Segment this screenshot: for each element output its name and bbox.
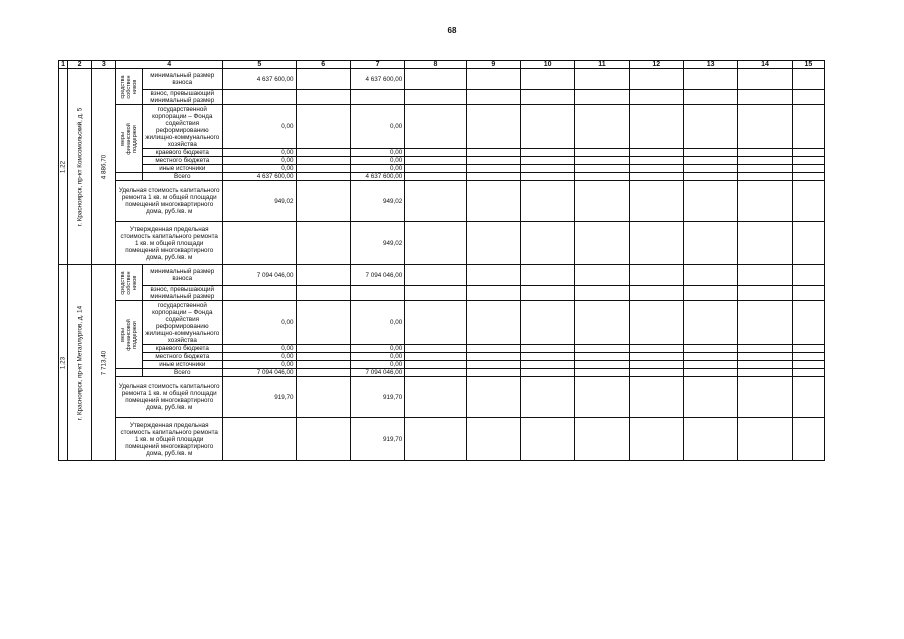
empty-cell (683, 377, 737, 418)
col-header: 5 (223, 61, 296, 69)
empty-cell (629, 369, 683, 377)
record-address-text: г. Красноярск, пр-кт Металлургов, д. 14 (76, 305, 84, 420)
own-funds-label (116, 69, 142, 105)
empty-cell (575, 369, 629, 377)
empty-cell (792, 157, 824, 165)
col-header: 13 (683, 61, 737, 69)
empty-cell (629, 69, 683, 90)
empty-cell (466, 353, 520, 361)
row-label: минимальный размер взноса (142, 265, 223, 286)
value-col5: 0,00 (223, 301, 296, 345)
empty-cell (405, 149, 466, 157)
empty-cell (575, 90, 629, 105)
empty-cell (629, 149, 683, 157)
empty-cell (223, 222, 296, 265)
table-row (59, 265, 825, 286)
empty-cell (683, 222, 737, 265)
support-label (116, 301, 142, 369)
col-header: 1 (59, 61, 68, 69)
record-number-text: 1.22 (59, 160, 67, 173)
empty-cell (466, 165, 520, 173)
empty-cell (792, 165, 824, 173)
table-row (59, 377, 825, 418)
empty-cell (520, 173, 574, 181)
empty-cell (683, 369, 737, 377)
empty-cell (792, 369, 824, 377)
col-header: 2 (68, 61, 92, 69)
empty-cell (792, 173, 824, 181)
empty-cell (683, 301, 737, 345)
empty-cell (575, 265, 629, 286)
empty-cell (738, 377, 792, 418)
empty-cell (683, 69, 737, 90)
value-col7: 0,00 (350, 149, 404, 157)
empty-cell (738, 157, 792, 165)
empty-cell (405, 165, 466, 173)
empty-cell (296, 345, 350, 353)
empty-cell (792, 418, 824, 461)
record-address (68, 69, 92, 265)
value-col7: 0,00 (350, 165, 404, 173)
support-label (116, 105, 142, 173)
empty-cell (683, 157, 737, 165)
empty-cell (575, 353, 629, 361)
empty-cell (520, 90, 574, 105)
row-label: государственной корпорации – Фонда содействия реформированию жилищно-коммунального хозяйства (142, 105, 223, 149)
empty-cell (629, 361, 683, 369)
value-col7: 0,00 (350, 353, 404, 361)
empty-cell (350, 286, 404, 301)
col-header: 6 (296, 61, 350, 69)
empty-cell (520, 369, 574, 377)
empty-cell (792, 105, 824, 149)
table-row (59, 286, 825, 301)
value-col5: 949,02 (223, 181, 296, 222)
row-label: Утвержденная предельная стоимость капитального ремонта 1 кв. м общей площади помещений многоквартирного дома, руб./кв. м (116, 222, 223, 265)
empty-cell (792, 90, 824, 105)
empty-cell (405, 105, 466, 149)
empty-cell (296, 165, 350, 173)
value-col7: 919,70 (350, 377, 404, 418)
record-area (92, 265, 116, 461)
record-address-text: г. Красноярск, пр-кт Комсомольский, д. 5 (76, 107, 84, 226)
empty-cell (792, 149, 824, 157)
empty-cell (520, 301, 574, 345)
empty-cell (223, 90, 296, 105)
column-number-row (59, 61, 825, 69)
empty-cell (629, 353, 683, 361)
table-row (59, 173, 825, 181)
empty-cell (738, 222, 792, 265)
empty-cell (296, 369, 350, 377)
value-col7: 0,00 (350, 157, 404, 165)
empty-cell (296, 173, 350, 181)
empty-cell (405, 377, 466, 418)
row-label: минимальный размер взноса (142, 69, 223, 90)
empty-cell (405, 265, 466, 286)
empty-cell (792, 345, 824, 353)
empty-cell (629, 418, 683, 461)
empty-cell (629, 345, 683, 353)
empty-cell (683, 90, 737, 105)
record-number (59, 265, 68, 461)
value-col7: 0,00 (350, 345, 404, 353)
empty-cell (683, 353, 737, 361)
row-label: Утвержденная предельная стоимость капитального ремонта 1 кв. м общей площади помещений многоквартирного дома, руб./кв. м (116, 418, 223, 461)
empty-cell (738, 165, 792, 173)
empty-cell (683, 265, 737, 286)
row-label: местного бюджета (142, 353, 223, 361)
empty-cell (405, 369, 466, 377)
table-row (59, 361, 825, 369)
empty-cell (296, 353, 350, 361)
table-row (59, 345, 825, 353)
empty-cell (683, 361, 737, 369)
empty-cell (466, 173, 520, 181)
row-label: местного бюджета (142, 157, 223, 165)
empty-cell (405, 90, 466, 105)
value-col5: 0,00 (223, 149, 296, 157)
empty-cell (116, 369, 142, 377)
empty-cell (520, 345, 574, 353)
support-label-text: меры финансовой поддержки (119, 122, 138, 155)
empty-cell (466, 361, 520, 369)
page-number: 68 (447, 26, 457, 35)
empty-cell (520, 265, 574, 286)
value-col5: 0,00 (223, 345, 296, 353)
value-col7: 0,00 (350, 301, 404, 345)
col-header: 10 (520, 61, 574, 69)
empty-cell (296, 105, 350, 149)
empty-cell (296, 90, 350, 105)
value-col5: 0,00 (223, 353, 296, 361)
empty-cell (405, 353, 466, 361)
empty-cell (575, 222, 629, 265)
empty-cell (738, 301, 792, 345)
empty-cell (738, 353, 792, 361)
row-label: Удельная стоимость капитального ремонта 1 кв. м общей площади помещений многоквартирного дома, руб./кв. м (116, 377, 223, 418)
row-label: государственной корпорации – Фонда содействия реформированию жилищно-коммунального хозяйства (142, 301, 223, 345)
empty-cell (792, 222, 824, 265)
empty-cell (683, 105, 737, 149)
empty-cell (466, 369, 520, 377)
record-area-text: 4 886,70 (100, 154, 108, 179)
table-row (59, 301, 825, 345)
empty-cell (466, 157, 520, 165)
empty-cell (405, 301, 466, 345)
empty-cell (683, 165, 737, 173)
value-col7: 7 094 046,00 (350, 369, 404, 377)
empty-cell (629, 181, 683, 222)
empty-cell (792, 286, 824, 301)
empty-cell (629, 286, 683, 301)
row-label: Всего (142, 369, 223, 377)
empty-cell (629, 222, 683, 265)
value-col7: 919,70 (350, 418, 404, 461)
empty-cell (683, 345, 737, 353)
row-label: иные источники (142, 361, 223, 369)
table-row (59, 105, 825, 149)
value-col5: 7 094 046,00 (223, 369, 296, 377)
empty-cell (466, 286, 520, 301)
empty-cell (466, 301, 520, 345)
empty-cell (520, 149, 574, 157)
empty-cell (792, 301, 824, 345)
empty-cell (405, 345, 466, 353)
value-col7: 4 637 600,00 (350, 69, 404, 90)
row-label: Удельная стоимость капитального ремонта 1 кв. м общей площади помещений многоквартирного дома, руб./кв. м (116, 181, 223, 222)
empty-cell (405, 418, 466, 461)
empty-cell (575, 301, 629, 345)
record-number (59, 69, 68, 265)
value-col5: 919,70 (223, 377, 296, 418)
empty-cell (683, 286, 737, 301)
table-row (59, 69, 825, 90)
empty-cell (296, 222, 350, 265)
empty-cell (223, 286, 296, 301)
empty-cell (738, 90, 792, 105)
empty-cell (792, 361, 824, 369)
empty-cell (792, 181, 824, 222)
col-header: 14 (738, 61, 792, 69)
table-row (59, 90, 825, 105)
empty-cell (520, 69, 574, 90)
value-col5: 4 637 600,00 (223, 173, 296, 181)
empty-cell (405, 361, 466, 369)
value-col7: 949,02 (350, 181, 404, 222)
empty-cell (405, 222, 466, 265)
value-col5: 0,00 (223, 361, 296, 369)
table-row (59, 181, 825, 222)
row-label: Всего (142, 173, 223, 181)
empty-cell (223, 418, 296, 461)
empty-cell (629, 165, 683, 173)
value-col7: 0,00 (350, 361, 404, 369)
empty-cell (520, 222, 574, 265)
empty-cell (683, 173, 737, 181)
empty-cell (405, 181, 466, 222)
empty-cell (629, 377, 683, 418)
empty-cell (466, 377, 520, 418)
empty-cell (296, 377, 350, 418)
row-label: взнос, превышающий минимальный размер (142, 90, 223, 105)
empty-cell (520, 286, 574, 301)
col-header: 7 (350, 61, 404, 69)
empty-cell (466, 90, 520, 105)
empty-cell (296, 181, 350, 222)
empty-cell (405, 173, 466, 181)
empty-cell (296, 69, 350, 90)
empty-cell (466, 265, 520, 286)
value-col5: 0,00 (223, 105, 296, 149)
empty-cell (520, 353, 574, 361)
empty-cell (296, 286, 350, 301)
empty-cell (296, 301, 350, 345)
empty-cell (575, 345, 629, 353)
empty-cell (792, 353, 824, 361)
row-label: взнос, превышающий минимальный размер (142, 286, 223, 301)
empty-cell (296, 265, 350, 286)
empty-cell (575, 361, 629, 369)
empty-cell (575, 286, 629, 301)
empty-cell (792, 377, 824, 418)
table-row (59, 369, 825, 377)
empty-cell (466, 149, 520, 157)
empty-cell (738, 149, 792, 157)
empty-cell (738, 265, 792, 286)
empty-cell (629, 301, 683, 345)
col-header: 15 (792, 61, 824, 69)
empty-cell (296, 361, 350, 369)
value-col7: 949,02 (350, 222, 404, 265)
table-row (59, 418, 825, 461)
empty-cell (405, 69, 466, 90)
empty-cell (738, 105, 792, 149)
capital-repair-table (58, 60, 825, 461)
table-row (59, 222, 825, 265)
record-number-text: 1.23 (59, 356, 67, 369)
empty-cell (738, 181, 792, 222)
empty-cell (575, 377, 629, 418)
empty-cell (738, 345, 792, 353)
empty-cell (405, 157, 466, 165)
empty-cell (520, 157, 574, 165)
empty-cell (520, 361, 574, 369)
empty-cell (738, 173, 792, 181)
support-label-text: меры финансовой поддержки (119, 318, 138, 351)
empty-cell (296, 418, 350, 461)
empty-cell (575, 69, 629, 90)
empty-cell (738, 418, 792, 461)
empty-cell (683, 181, 737, 222)
value-col5: 7 094 046,00 (223, 265, 296, 286)
empty-cell (629, 265, 683, 286)
empty-cell (520, 418, 574, 461)
empty-cell (575, 105, 629, 149)
empty-cell (575, 165, 629, 173)
own-funds-label (116, 265, 142, 301)
empty-cell (520, 105, 574, 149)
row-label: краевого бюджета (142, 149, 223, 157)
col-header: 11 (575, 61, 629, 69)
row-label: иные источники (142, 165, 223, 173)
empty-cell (350, 90, 404, 105)
record-address (68, 265, 92, 461)
value-col5: 4 637 600,00 (223, 69, 296, 90)
empty-cell (683, 149, 737, 157)
empty-cell (629, 173, 683, 181)
col-header: 8 (405, 61, 466, 69)
empty-cell (520, 165, 574, 173)
empty-cell (792, 265, 824, 286)
empty-cell (575, 157, 629, 165)
value-col7: 7 094 046,00 (350, 265, 404, 286)
empty-cell (629, 105, 683, 149)
col-header: 3 (92, 61, 116, 69)
empty-cell (575, 173, 629, 181)
empty-cell (738, 286, 792, 301)
value-col7: 4 637 600,00 (350, 173, 404, 181)
value-col5: 0,00 (223, 165, 296, 173)
value-col7: 0,00 (350, 105, 404, 149)
empty-cell (466, 222, 520, 265)
empty-cell (466, 69, 520, 90)
col-header: 9 (466, 61, 520, 69)
empty-cell (575, 181, 629, 222)
empty-cell (296, 149, 350, 157)
empty-cell (116, 173, 142, 181)
col-header: 4 (116, 61, 223, 69)
empty-cell (683, 418, 737, 461)
record-area (92, 69, 116, 265)
empty-cell (738, 361, 792, 369)
own-funds-label-text: средства собствен ников (119, 74, 138, 99)
own-funds-label-text: средства собствен ников (119, 270, 138, 295)
empty-cell (738, 69, 792, 90)
col-header: 12 (629, 61, 683, 69)
empty-cell (792, 69, 824, 90)
empty-cell (296, 157, 350, 165)
empty-cell (405, 286, 466, 301)
table-row (59, 353, 825, 361)
empty-cell (466, 418, 520, 461)
empty-cell (466, 345, 520, 353)
table-row (59, 165, 825, 173)
empty-cell (520, 181, 574, 222)
record-area-text: 7 713,40 (100, 350, 108, 375)
empty-cell (629, 90, 683, 105)
row-label: краевого бюджета (142, 345, 223, 353)
empty-cell (575, 149, 629, 157)
empty-cell (629, 157, 683, 165)
empty-cell (575, 418, 629, 461)
empty-cell (466, 105, 520, 149)
empty-cell (466, 181, 520, 222)
table-row (59, 157, 825, 165)
table-row (59, 149, 825, 157)
value-col5: 0,00 (223, 157, 296, 165)
empty-cell (738, 369, 792, 377)
empty-cell (520, 377, 574, 418)
